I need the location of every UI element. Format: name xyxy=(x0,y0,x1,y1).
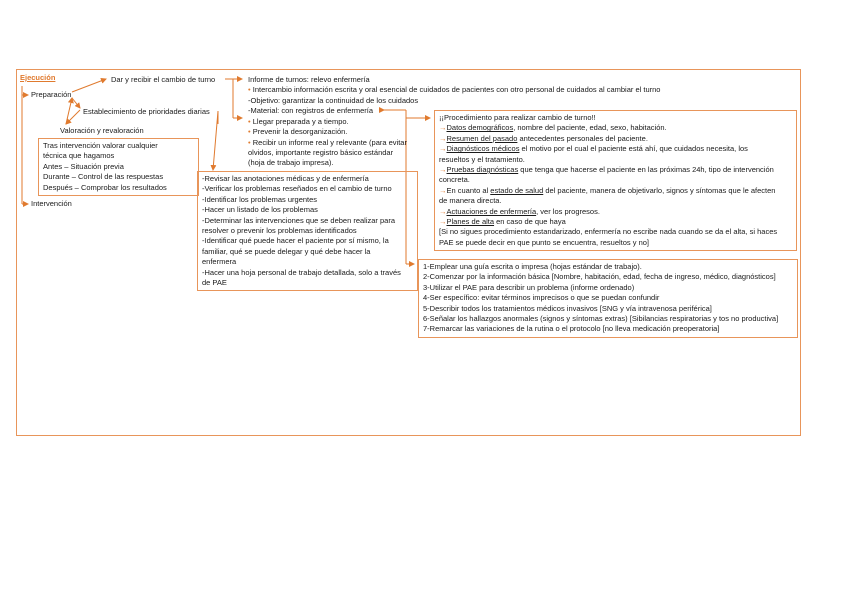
pasos-box xyxy=(418,259,798,338)
item-description: el motivo por el cual el paciente está ahí, que cuidados necesita, los xyxy=(519,144,748,154)
revisar-line: resolver o prevenir los problemas identificados xyxy=(202,226,357,236)
revisar-line: -Hacer una hoja personal de trabajo detallada, solo a través xyxy=(202,267,401,277)
item-term: Diagnósticos médicos xyxy=(446,144,520,154)
node-prioridades: Establecimiento de prioridades diarias xyxy=(83,107,210,116)
procedimiento-item xyxy=(439,165,792,175)
paso-line: 2-Comenzar por la información básica [Nombre, habitación, edad, fecha de ingreso, médico, diagnósticos] xyxy=(423,272,776,282)
informe-sub-3 xyxy=(248,138,407,148)
procedimiento-box xyxy=(434,110,797,251)
arrow-right-icon: → xyxy=(439,133,447,143)
revisar-line: de PAE xyxy=(202,278,227,288)
revisar-box xyxy=(197,171,418,291)
item-description: antecedentes personales del paciente. xyxy=(517,133,648,143)
procedimiento-item: resueltos y el tratamiento. xyxy=(439,154,525,164)
procedimiento-item xyxy=(439,144,792,154)
revisar-line: -Revisar las anotaciones médicas y de enfermería xyxy=(202,174,369,183)
valoracion-box xyxy=(38,138,199,196)
item-term: estado de salud xyxy=(490,185,544,195)
paso-line: 3-Utilizar el PAE para describir un problema (informe ordenado) xyxy=(423,282,635,292)
bullet-icon: • xyxy=(248,138,251,147)
item-description: que tenga que hacerse el paciente en las próximas 24h, tipo de intervención xyxy=(518,165,774,175)
node-dar-recibir: Dar y recibir el cambio de turno xyxy=(111,75,216,84)
valoracion-line: Después – Comprobar los resultados xyxy=(43,182,167,192)
item-term: Resumen del pasado xyxy=(446,133,518,143)
bullet-icon: • xyxy=(248,85,251,94)
item-description: del paciente, manera de objetivarlo, signos y síntomas que le afecten xyxy=(543,185,776,195)
procedimiento-title: ¡¡Procedimiento para realizar cambio de turno!! xyxy=(439,113,596,122)
informe-sub-text: Llegar preparada y a tiempo. xyxy=(252,117,349,126)
revisar-line: familiar, qué se puede delegar y qué debe hacer la xyxy=(202,246,371,256)
procedimiento-item xyxy=(439,186,792,196)
informe-sub-cont-2: (hoja de trabajo impresa). xyxy=(248,158,334,167)
item-description: en caso de que haya xyxy=(494,217,566,227)
procedimiento-items xyxy=(439,123,792,248)
procedimiento-item xyxy=(439,207,792,217)
revisar-line: -Identificar los problemas urgentes xyxy=(202,194,318,204)
procedimiento-item: de manera directa. xyxy=(439,196,502,206)
informe-sub-2 xyxy=(248,127,347,137)
informe-sub-text: Recibir un informe real y relevante (para evitar xyxy=(252,138,407,147)
revisar-line: enfermera xyxy=(202,257,237,267)
bullet-icon: • xyxy=(248,117,251,126)
informe-title: Informe de turnos: relevo enfermería xyxy=(248,75,370,84)
item-term: Actuaciones de enfermería xyxy=(446,206,537,216)
item-term: Datos demográficos xyxy=(446,123,514,133)
arrow-right-icon: → xyxy=(439,185,447,195)
paso-line: 6-Señalar los hallazgos anormales (signos y síntomas extras) [Sibilancias respiratorias y tos no productiva] xyxy=(423,314,779,324)
valoracion-line: Antes – Situación previa xyxy=(43,161,124,171)
procedimiento-item: PAE se puede decir en que punto se encuentra, resueltos y no] xyxy=(439,237,649,247)
informe-line-2: -Objetivo: garantizar la continuidad de los cuidados xyxy=(248,96,419,105)
informe-line-1 xyxy=(248,85,660,95)
informe-line-1-text: Intercambio información escrita y oral esencial de cuidados de pacientes con otro personal de cuidados al cambiar el turno xyxy=(252,85,661,94)
bullet-icon: • xyxy=(248,127,251,136)
valoracion-line: Tras intervención valorar cualquier xyxy=(43,141,158,150)
informe-sub-text: Prevenir la desorganización. xyxy=(252,127,348,136)
procedimiento-item xyxy=(439,217,792,227)
arrow-right-icon: → xyxy=(439,144,447,154)
item-prefix: En cuanto al xyxy=(446,185,491,195)
valoracion-line: técnica que hagamos xyxy=(43,151,115,161)
item-description: , nombre del paciente, edad, sexo, habitación. xyxy=(513,123,667,133)
node-intervencion: Intervención xyxy=(31,199,72,208)
informe-line-3: -Material: con registros de enfermería xyxy=(248,106,374,115)
procedimiento-item xyxy=(439,123,792,133)
section-heading: Ejecución xyxy=(20,73,56,82)
paso-line: 1-Emplear una guía escrita o impresa (hojas estándar de trabajo). xyxy=(423,262,642,271)
arrow-right-icon: → xyxy=(439,165,447,175)
node-valoracion: Valoración y revaloración xyxy=(60,126,144,135)
item-description: , ver los progresos. xyxy=(536,206,600,216)
paso-line: 7-Remarcar las variaciones de la rutina o el protocolo [no lleva medicación preoperatoria] xyxy=(423,324,720,334)
procedimiento-item xyxy=(439,134,792,144)
arrow-right-icon: → xyxy=(439,206,447,216)
revisar-line: -Hacer un listado de los problemas xyxy=(202,205,318,215)
revisar-line: -Verificar los problemas reseñados en el cambio de turno xyxy=(202,184,392,194)
arrow-right-icon: → xyxy=(439,123,447,133)
informe-sub-1 xyxy=(248,117,349,127)
procedimiento-item: concreta. xyxy=(439,175,470,185)
node-preparacion: Preparación xyxy=(31,90,72,99)
informe-sub-cont-1: olvidos, importante registro básico estándar xyxy=(248,148,394,157)
paso-line: 4-Ser específico: evitar términos imprecisos o que se puedan confundir xyxy=(423,293,660,303)
item-term: Pruebas diagnósticas xyxy=(446,165,519,175)
revisar-line: -Determinar las intervenciones que se deben realizar para xyxy=(202,215,396,225)
revisar-line: -Identificar qué puede hacer el paciente por sí mismo, la xyxy=(202,236,389,246)
valoracion-line: Durante – Control de las respuestas xyxy=(43,172,164,182)
item-term: Planes de alta xyxy=(446,217,495,227)
paso-line: 5-Describir todos los tratamientos médicos invasivos [SNG y vía intravenosa periférica] xyxy=(423,303,712,313)
arrow-right-icon: → xyxy=(439,217,447,227)
procedimiento-item: [Si no sigues procedimiento estandarizado, enfermería no escribe nada cuando se da el alta, si haces xyxy=(439,227,778,237)
